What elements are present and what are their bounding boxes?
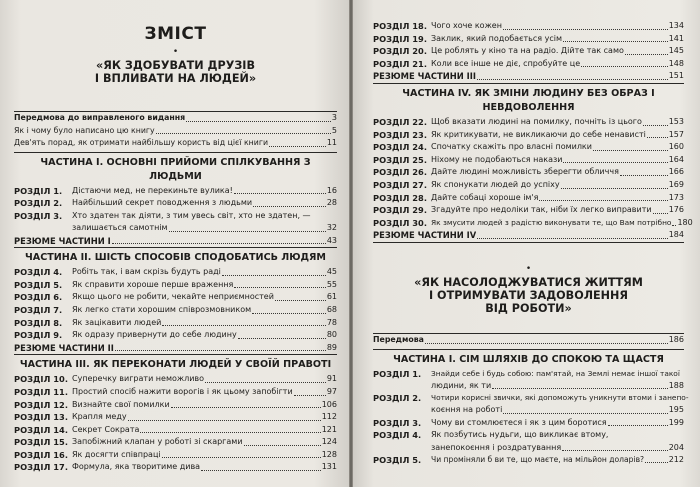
leader-dots xyxy=(625,54,668,55)
page-number: 3 xyxy=(331,113,337,122)
toc-row xyxy=(14,279,337,292)
page-number: 11 xyxy=(326,138,337,148)
leader-dots xyxy=(244,445,321,446)
chapter-label: РОЗДІЛ 4. xyxy=(14,267,63,278)
chapter-label: РОЗДІЛ 4. xyxy=(373,430,422,441)
row-text: Формула, яка творитиме дива xyxy=(72,462,201,472)
chapter-label: РОЗДІЛ 17. xyxy=(14,462,68,473)
row-text: Хто здатен так діяти, з тим увесь світ, хто не здатен, — xyxy=(72,210,311,220)
leader-dots xyxy=(186,121,331,122)
row-text: Це роблять у кіно та на радіо. Дійте так само xyxy=(431,46,624,56)
leader-dots xyxy=(562,450,668,451)
chapter-label: РОЗДІЛ 26. xyxy=(373,167,427,178)
toc-row xyxy=(373,179,684,192)
toc-row xyxy=(14,317,337,330)
book-title-line-2: І ОТРИМУВАТИ ЗАДОВОЛЕННЯ xyxy=(429,288,628,302)
toc-row xyxy=(14,291,337,304)
page-number: 97 xyxy=(326,386,337,396)
page-number: 89 xyxy=(326,342,337,352)
toc-row-nine-tips xyxy=(14,137,337,150)
page-number: 186 xyxy=(668,334,684,344)
book-title xyxy=(373,276,684,315)
toc-row xyxy=(373,204,684,217)
leader-dots xyxy=(608,425,668,426)
row-text-cont: занепокоєння і роздратування xyxy=(431,442,562,452)
toc-row-resume xyxy=(14,235,337,248)
chapter-label: РОЗДІЛ 27. xyxy=(373,179,427,190)
leader-dots xyxy=(201,470,321,471)
row-text: Спочатку скажіть про власні помилки xyxy=(431,142,592,152)
toc-row-how-why xyxy=(14,125,337,138)
toc-row xyxy=(14,304,337,317)
chapter-label: РОЗДІЛ 22. xyxy=(373,116,427,127)
row-text: Дайте собаці хороше ім'я xyxy=(431,192,539,202)
page-number: 153 xyxy=(668,116,684,126)
bullet: • xyxy=(172,47,179,57)
chapter-label: РОЗДІЛ 12. xyxy=(14,399,68,410)
bullet: • xyxy=(525,263,532,274)
page-number: 141 xyxy=(668,33,684,43)
resume-label: РЕЗЮМЕ ЧАСТИНИ І xyxy=(14,235,111,246)
toc-row-preface xyxy=(373,334,684,347)
row-text: Передмова xyxy=(373,334,424,344)
chapter-label: РОЗДІЛ 5. xyxy=(14,279,63,290)
page-number: 195 xyxy=(668,405,684,415)
page-number: 204 xyxy=(668,442,684,452)
row-text: Дістаючи мед, не перекиньте вулика! xyxy=(72,185,233,195)
resume-label: РЕЗЮМЕ ЧАСТИНИ IV xyxy=(373,230,477,241)
chapter-label: РОЗДІЛ 20. xyxy=(373,46,427,57)
page-number: 160 xyxy=(668,142,684,152)
chapter-label: РОЗДІЛ 18. xyxy=(373,21,427,31)
page-number: 184 xyxy=(668,230,684,240)
toc-row xyxy=(373,192,684,205)
page-number: 169 xyxy=(668,179,684,189)
chapter-label: РОЗДІЛ 3. xyxy=(14,210,63,221)
row-text: Коли все інше не діє, спробуйте це xyxy=(431,58,581,68)
row-text: Чого хоче кожен xyxy=(431,21,502,30)
chapter-label: РОЗДІЛ 28. xyxy=(373,192,427,203)
leader-dots xyxy=(539,200,667,201)
chapter-label: РОЗДІЛ 1. xyxy=(373,368,422,379)
leader-dots xyxy=(162,325,326,326)
leader-dots xyxy=(238,338,326,339)
divider xyxy=(373,242,684,243)
row-text: Знайди себе і будь собою: пам'ятай, на Землі немає іншої такої xyxy=(431,368,680,378)
row-text: Визнайте свої помилки xyxy=(72,399,170,409)
page-number: 151 xyxy=(668,71,684,81)
leader-dots xyxy=(645,462,668,463)
page-number: 124 xyxy=(321,437,337,447)
chapter-label: РОЗДІЛ 25. xyxy=(373,154,427,165)
part-heading: ЧАСТИНА ІІ. ШІСТЬ СПОСОБІВ СПОДОБАТИСЬ ЛЮДЯМ xyxy=(25,252,326,264)
chapter-label: РОЗДІЛ 11. xyxy=(14,386,68,397)
row-text: Чому ви стомлюєтеся і як з цим боротися xyxy=(431,417,607,427)
toc-title: ЗМІСТ xyxy=(144,24,207,44)
page-number: 180 xyxy=(677,217,693,227)
toc-row xyxy=(14,461,337,474)
chapter-label: РОЗДІЛ 30. xyxy=(373,217,427,228)
chapter-label: РОЗДІЛ 13. xyxy=(14,412,68,423)
page-number: 43 xyxy=(326,235,337,245)
chapter-label: РОЗДІЛ 16. xyxy=(14,449,68,460)
toc-row xyxy=(373,417,684,430)
chapter-label: РОЗДІЛ 29. xyxy=(373,205,427,216)
row-text: Запобіжний клапан у роботі зі скаргами xyxy=(72,437,243,447)
part-heading: ЧАСТИНА IV. ЯК ЗМІНИ ЛЮДИНУ БЕЗ ОБРАЗ І НЕВДОВОЛЕННЯ xyxy=(402,87,655,113)
leader-dots xyxy=(492,388,668,389)
divider xyxy=(373,349,684,350)
chapter-label: РОЗДІЛ 14. xyxy=(14,424,68,435)
chapter-label: РОЗДІЛ 9. xyxy=(14,330,63,341)
toc-row xyxy=(14,449,337,462)
page-number: 157 xyxy=(668,129,684,139)
row-text: Дев'ять порад, як отримати найбільшу користь від цієї книги xyxy=(14,138,269,148)
leader-dots xyxy=(561,188,668,189)
leader-dots xyxy=(425,343,668,344)
left-page xyxy=(0,0,349,487)
page-number: 173 xyxy=(668,192,684,202)
book-title-line-3: ВІД РОБОТИ» xyxy=(485,301,572,315)
page-number: 78 xyxy=(326,317,337,327)
row-text-cont: залишається самотнім xyxy=(72,223,168,233)
toc-row xyxy=(373,166,684,179)
chapter-label: РОЗДІЛ 19. xyxy=(373,33,427,44)
chapter-label: РОЗДІЛ 1. xyxy=(14,185,63,196)
toc-row xyxy=(373,368,684,393)
row-text: Чотири корисні звички, які допоможуть уникнути втоми і занепо- xyxy=(431,393,689,403)
leader-dots xyxy=(162,457,321,458)
page-number: 112 xyxy=(321,412,337,422)
book-title xyxy=(14,59,337,85)
toc-row xyxy=(14,411,337,424)
row-text: Найбільший секрет поводження з людьми xyxy=(72,198,253,208)
toc-row xyxy=(14,436,337,449)
toc-row xyxy=(373,154,684,167)
divider xyxy=(373,83,684,84)
row-text: Секрет Сократа xyxy=(72,424,140,434)
toc-row xyxy=(373,454,684,467)
leader-dots xyxy=(112,243,326,244)
right-page xyxy=(353,0,700,487)
row-text-cont: коєння на роботі xyxy=(431,405,503,415)
toc-row xyxy=(373,45,684,58)
part-heading: ЧАСТИНА ІІІ. ЯК ПЕРЕКОНАТИ ЛЮДЕЙ У СВОЇЙ ПРАВОТІ xyxy=(19,359,332,371)
leader-dots xyxy=(128,420,321,421)
page-number: 199 xyxy=(668,417,684,427)
leader-dots xyxy=(643,125,668,126)
page-number: 128 xyxy=(321,449,337,459)
chapter-label: РОЗДІЛ 6. xyxy=(14,292,63,303)
toc-row xyxy=(14,329,337,342)
row-text: Як змусити людей з радістю виконувати те, що Вам потрібно xyxy=(431,217,672,227)
chapter-label: РОЗДІЛ 2. xyxy=(373,393,422,404)
page-number: 91 xyxy=(326,374,337,384)
leader-dots xyxy=(115,350,326,351)
page-number: 5 xyxy=(331,125,337,135)
page-number: 61 xyxy=(326,292,337,302)
toc-row xyxy=(373,33,684,46)
chapter-label: РОЗДІЛ 2. xyxy=(14,198,63,209)
chapter-label: РОЗДІЛ 10. xyxy=(14,374,68,385)
toc-row xyxy=(373,392,689,417)
leader-dots xyxy=(253,206,326,207)
leader-dots xyxy=(477,79,668,80)
toc-row xyxy=(14,399,337,412)
row-text: Робіть так, і вам скрізь будуть раді xyxy=(72,267,221,277)
book-title-line-2: І ВПЛИВАТИ НА ЛЮДЕЙ» xyxy=(94,72,257,85)
page-number: 55 xyxy=(326,279,337,289)
divider xyxy=(14,152,337,153)
toc-row xyxy=(14,424,337,437)
leader-dots xyxy=(252,313,326,314)
page-number: 148 xyxy=(668,58,684,68)
row-text: Як позбутись нудьги, що викликає втому, xyxy=(431,430,609,440)
divider xyxy=(14,247,337,248)
leader-dots xyxy=(269,146,326,147)
divider xyxy=(14,354,337,355)
leader-dots xyxy=(275,300,326,301)
page-number: 145 xyxy=(668,46,684,56)
row-text: Як спонукати людей до успіху xyxy=(431,179,560,189)
chapter-label: РОЗДІЛ 24. xyxy=(373,142,427,153)
toc-row xyxy=(14,185,337,198)
leader-dots xyxy=(672,225,676,226)
chapter-label: РОЗДІЛ 3. xyxy=(373,417,422,428)
leader-dots xyxy=(563,162,667,163)
leader-dots xyxy=(234,287,325,288)
leader-dots xyxy=(593,150,668,151)
toc-row xyxy=(373,141,684,154)
page-number: 32 xyxy=(326,223,337,233)
row-text: Суперечку виграти неможливо xyxy=(72,374,205,384)
row-text: Крапля меду xyxy=(72,412,127,422)
page-number: 131 xyxy=(321,462,337,472)
row-text: Як зацікавити людей xyxy=(72,317,162,327)
leader-dots xyxy=(503,413,667,414)
leader-dots xyxy=(503,29,668,30)
toc-row xyxy=(373,116,684,129)
row-text: Заклик, який подобається усім xyxy=(431,33,562,43)
toc-row xyxy=(14,373,337,386)
leader-dots xyxy=(653,213,668,214)
leader-dots xyxy=(581,66,668,67)
toc-row xyxy=(373,58,684,71)
row-text: Як критикувати, не викликаючи до себе ненависті xyxy=(431,129,646,139)
page-number: 212 xyxy=(668,454,684,464)
toc-row xyxy=(373,429,684,454)
row-text: Ніхому не подобаються накази xyxy=(431,154,563,164)
chapter-label: РОЗДІЛ 23. xyxy=(373,129,427,140)
leader-dots xyxy=(234,193,326,194)
page-number: 16 xyxy=(326,185,337,195)
page-number: 188 xyxy=(668,380,684,390)
chapter-label: РОЗДІЛ 8. xyxy=(14,317,63,328)
chapter-label: РОЗДІЛ 7. xyxy=(14,304,63,315)
chapter-label: РОЗДІЛ 5. xyxy=(373,454,422,465)
toc-row-resume xyxy=(373,229,684,242)
page-number: 106 xyxy=(321,399,337,409)
row-text: Дайте людині можливість зберегти обличчя xyxy=(431,167,619,177)
row-text: Як одразу привернути до себе людину xyxy=(72,330,237,340)
row-text-cont: людини, як ти xyxy=(431,380,492,390)
leader-dots xyxy=(563,41,668,42)
leader-dots xyxy=(294,395,326,396)
toc-row xyxy=(14,197,337,210)
row-text: Якщо цього не робити, чекайте неприємностей xyxy=(72,292,274,302)
page-number: 68 xyxy=(326,304,337,314)
chapter-label: РОЗДІЛ 15. xyxy=(14,437,68,448)
toc-row-resume xyxy=(373,70,684,83)
toc-row-resume xyxy=(14,342,337,355)
leader-dots xyxy=(620,175,668,176)
leader-dots xyxy=(647,137,668,138)
leader-dots xyxy=(205,382,326,383)
leader-dots xyxy=(477,238,667,239)
leader-dots xyxy=(140,432,320,433)
chapter-label: РОЗДІЛ 21. xyxy=(373,58,427,69)
part-heading: ЧАСТИНА І. СІМ ШЛЯХІВ ДО СПОКОЮ ТА ЩАСТЯ xyxy=(393,353,664,365)
resume-label: РЕЗЮМЕ ЧАСТИНИ ІІ xyxy=(14,342,114,353)
resume-label: РЕЗЮМЕ ЧАСТИНИ ІІІ xyxy=(373,71,477,82)
book-title-line-1: «ЯК ЗДОБУВАТИ ДРУЗІВ xyxy=(96,59,255,72)
toc-row xyxy=(14,386,337,399)
row-text: Як і чому було написано цю книгу xyxy=(14,125,155,135)
page-number: 176 xyxy=(668,205,684,215)
toc-row xyxy=(373,129,684,142)
toc-row xyxy=(14,266,337,279)
page-number: 164 xyxy=(668,154,684,164)
toc-row xyxy=(373,20,684,33)
page-number: 134 xyxy=(668,21,684,30)
row-text: Як досягти співпраці xyxy=(72,449,161,459)
row-text: Щоб вказати людині на помилку, почніть із цього xyxy=(431,116,642,126)
leader-dots xyxy=(169,231,326,232)
leader-dots xyxy=(156,133,331,134)
row-text: Чи проміняли б ви те, що маєте, на мільйон доларів? xyxy=(431,454,645,464)
leader-dots xyxy=(222,275,326,276)
part-heading: ЧАСТИНА І. ОСНОВНІ ПРИЙОМИ СПІЛКУВАННЯ З ЛЮДЬМИ xyxy=(40,156,311,182)
toc-row-preface-revised xyxy=(14,112,337,125)
row-text: Як легко стати хорошим співрозмовником xyxy=(72,304,252,314)
toc-row xyxy=(373,217,693,230)
page-number: 80 xyxy=(326,330,337,340)
page-number: 166 xyxy=(668,167,684,177)
page-number: 121 xyxy=(321,424,337,434)
row-text: Згадуйте про недоліки так, ніби їх легко виправити xyxy=(431,205,652,215)
page-number: 28 xyxy=(326,198,337,208)
leader-dots xyxy=(171,407,321,408)
row-text: Як справити хороше перше враження xyxy=(72,279,234,289)
row-text: Простий спосіб нажити ворогів і як цьому запобігти xyxy=(72,386,293,396)
page-number: 45 xyxy=(326,267,337,277)
toc-row xyxy=(14,210,337,235)
book-title-line-1: «ЯК НАСОЛОДЖУВАТИСЯ ЖИТТЯМ xyxy=(414,275,643,289)
row-text: Передмова до виправленого видання xyxy=(14,113,186,122)
